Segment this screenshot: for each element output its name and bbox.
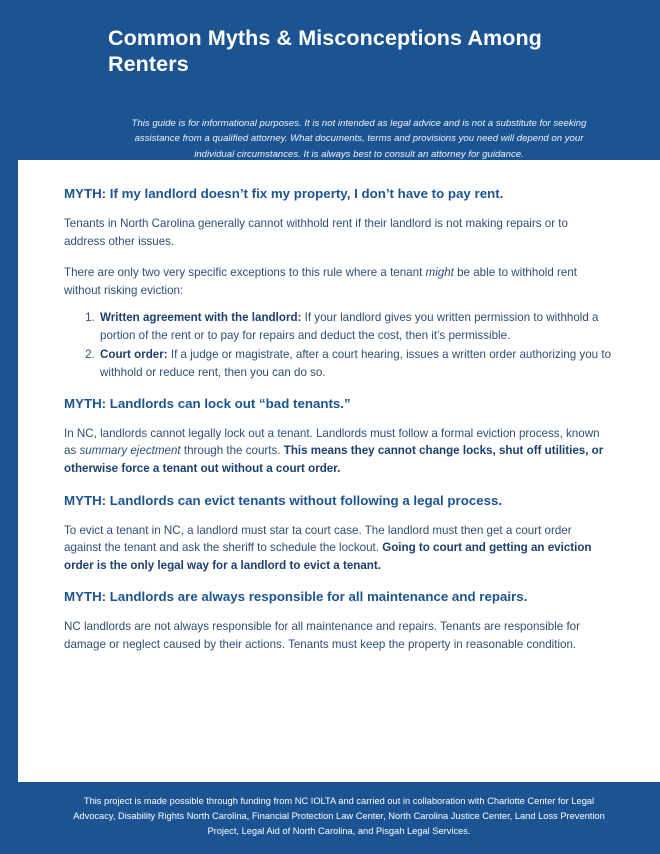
document-footer [18, 782, 660, 854]
myth-heading-1: MYTH: If my landlord doesn’t fix my property, I don’t have to pay rent. [64, 186, 504, 201]
legal-disclaimer: This guide is for informational purposes. It is not intended as legal advice and is not a substitute for seeking assistance from a qualified attorney. What documents, terms and provisions you need will depend on your individual circumstances. It is always best to consult an attorney for guidance. [131, 117, 587, 160]
myth-3-strong: Going to court and getting an eviction order is the only legal way for a landlord to evict a tenant. [64, 541, 592, 572]
myth-heading-4: MYTH: Landlords are always responsible for all maintenance and repairs. [64, 589, 528, 605]
page-title: Common Myths & Misconceptions Among Renters [108, 26, 542, 76]
myth-1-p2-text-a: There are only two very specific exceptions to this rule where a tenant [64, 266, 426, 280]
funding-credit: This project is made possible through funding from NC IOLTA and carried out in collaboration with Charlotte Center for Legal Advocacy, Disability Rights North Carolina, Financial Protection Law Center, North Carolina Justice Center, Land Loss Prevention Project, Legal Aid of North Carolina, and Pisgah Legal Services. [73, 796, 605, 837]
document-body [18, 160, 660, 782]
exception-2-label: Court order: [100, 348, 168, 362]
myth-4-paragraph: NC landlords are not always responsible for all maintenance and repairs. Tenants are responsible for damage or neglect caused by their actions. Tenants must keep the property in reasonable condition. [64, 620, 580, 652]
exceptions-list [64, 309, 612, 381]
exception-1-text: If your landlord gives you written permission to withhold a portion of the rent or to pay for repairs and deduct the cost, then it’s permissible. [100, 311, 599, 342]
myth-3-text-a: To evict a tenant in NC, a landlord must star ta court case. The landlord must then get a court order against the tenant and ask the sheriff to schedule the lockout. [64, 523, 572, 555]
myth-2-paragraph [64, 425, 612, 478]
myth-heading-3: MYTH: Landlords can evict tenants without following a legal process. [64, 492, 503, 508]
myth-1-p2-text-b: be able to withhold rent without risking eviction: [64, 266, 577, 297]
myth-1-paragraph-1: Tenants in North Carolina generally cannot withhold rent if their landlord is not making repairs or to address other issues. [64, 216, 568, 248]
myth-1-p2-emphasis: might [425, 266, 454, 280]
document-header [18, 0, 660, 160]
left-accent-bar [0, 0, 18, 854]
myth-2-strong: This means they cannot change locks, shut off utilities, or otherwise force a tenant out without a court order. [64, 444, 604, 476]
list-item [98, 309, 612, 344]
myth-2-text-a: In NC, landlords cannot legally lock out a tenant. Landlords must follow a formal eviction process, known as [64, 426, 600, 458]
list-item [98, 346, 612, 381]
myth-2-text-b: through the courts. [180, 444, 284, 458]
myth-heading-2: MYTH: Landlords can lock out “bad tenants.” [64, 395, 351, 411]
myth-3-paragraph [64, 522, 612, 575]
exception-1-label: Written agreement with the landlord: [100, 311, 302, 325]
exception-2-text: If a judge or magistrate, after a court hearing, issues a written order authorizing you to withhold or reduce rent, then you can do so. [100, 348, 612, 379]
myth-1-paragraph-2 [64, 264, 612, 299]
myth-2-emphasis: summary ejectment [79, 444, 181, 458]
